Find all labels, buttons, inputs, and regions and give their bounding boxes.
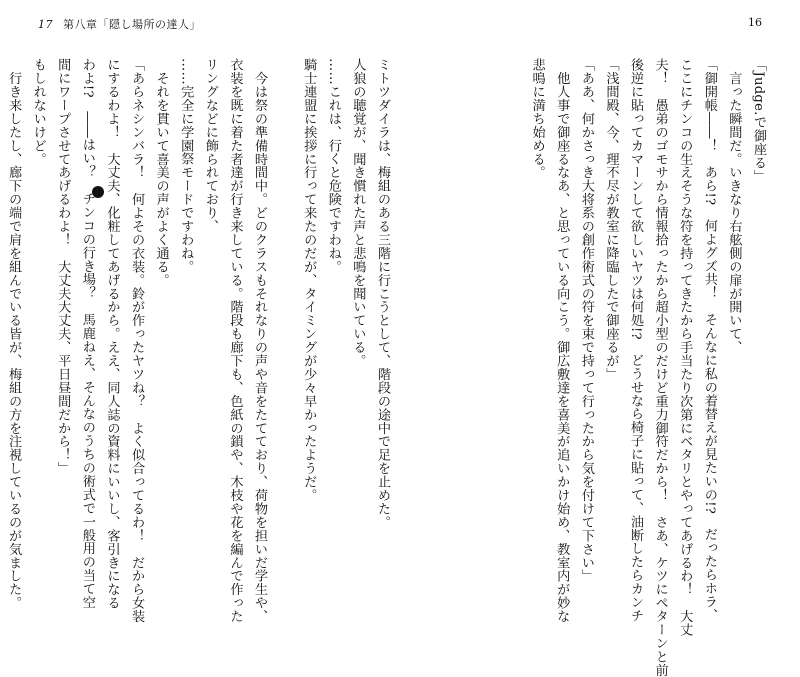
- text-line: 間にワープさせてあげるわよ！ 大丈夫大丈夫、平日昼間だから！」: [55, 58, 71, 475]
- text-line: [0, 58, 1, 588]
- right-page-body: [430, 58, 770, 677]
- text-line: リングなどに飾られており、: [202, 58, 218, 233]
- book-gutter: [399, 0, 401, 616]
- text-line: 「Judge.で御座る」: [751, 58, 766, 183]
- text-line: 夫！ 愚弟のゴモサから情報拾ったから超小型のだけど重力御符だから！ さあ、ケツにペターンと前: [652, 58, 668, 677]
- right-page: [400, 0, 800, 677]
- text-line: 他人事で御座るなあ、と思っている向こう。御広敷達を喜美が追いかけ始め、教室内が妙な: [554, 58, 570, 623]
- left-page: [0, 0, 400, 623]
- text-line: 人狼の聴覚が、聞き慣れた声と悲鳴を聞いている。: [350, 58, 366, 368]
- text-line: 今は祭の準備時間中。どのクラスもそれなりの声や音をたてており、荷物を担いだ学生や、: [252, 58, 268, 623]
- text-line: ここにチンコの生えそうな符を持ってきたから手当たり次第にベタリとやってあげるわ！ 大丈: [677, 58, 693, 637]
- text-line: にするわよ！ 大丈夫、化粧してあげるから。ええ、同人誌の資料にいいし、客引きになる: [104, 58, 120, 610]
- text-line: 「あらネシンバラ！ 何よその衣装。鈴が作ったヤツね？ よく似合ってるわ！ だから女装: [129, 58, 145, 623]
- text-line: 行き来したし、廊下の端で肩を組んでいる皆が、梅組の方を注視しているのが気ました。: [6, 58, 22, 610]
- left-page-body: [6, 58, 394, 623]
- right-page-header: [748, 16, 762, 29]
- text-line: それを貫いて喜美の声がよく通る。: [153, 58, 169, 287]
- right-page-number: 16: [748, 16, 762, 29]
- text-line: 衣装を既に着た者達が行き来している。階段も廊下も、色紙の鎖や、木枝や花を編んで作った: [227, 58, 243, 623]
- text-line: もしれないけど。: [30, 58, 46, 166]
- left-page-number: 17: [38, 18, 53, 31]
- text-line: 後逆に貼ってカマーンして欲しいヤツは何処!? どうせなら椅子に貼って、油断したらカンチ: [628, 58, 644, 623]
- text-line: 悲鳴に満ち始める。: [529, 58, 545, 180]
- text-line: ミトツダイラは、梅組のある三階に行こうとして、階段の途中で足を止めた。: [375, 58, 390, 529]
- text-line: ……これは、行くと危険ですわね。: [325, 58, 341, 274]
- text-line: ……完全に学園祭モードですわね。: [178, 58, 194, 274]
- text-line: 「ああ、何かさっき大将系の創作術式の符を束で持って行ったから気を付けて下さい」: [578, 58, 594, 583]
- section-break: [271, 58, 296, 588]
- text-line: 「浅間殿、今、理不尽が教室に降臨したで御座るが」: [603, 58, 619, 381]
- text-line: わよ!? ――はい？ チンコの行き場？ 馬鹿ねえ、そんなのうちの術式で一般用の当て空: [79, 58, 95, 609]
- text-line: 言った瞬間だ。いきなり右舷側の扉が開いて、: [726, 58, 742, 354]
- text-line: 騎士連盟に挨拶に行って来たのだが、タイミングが少々早かったようだ。: [301, 58, 317, 502]
- left-page-header: [38, 16, 201, 32]
- text-line: 「御開帳――！ あら!? 何よグズ共！ そんなに私の着替えが見たいの!? だったらホラ、: [701, 58, 717, 622]
- chapter-title: 第八章「隠し場所の達人」: [63, 18, 201, 31]
